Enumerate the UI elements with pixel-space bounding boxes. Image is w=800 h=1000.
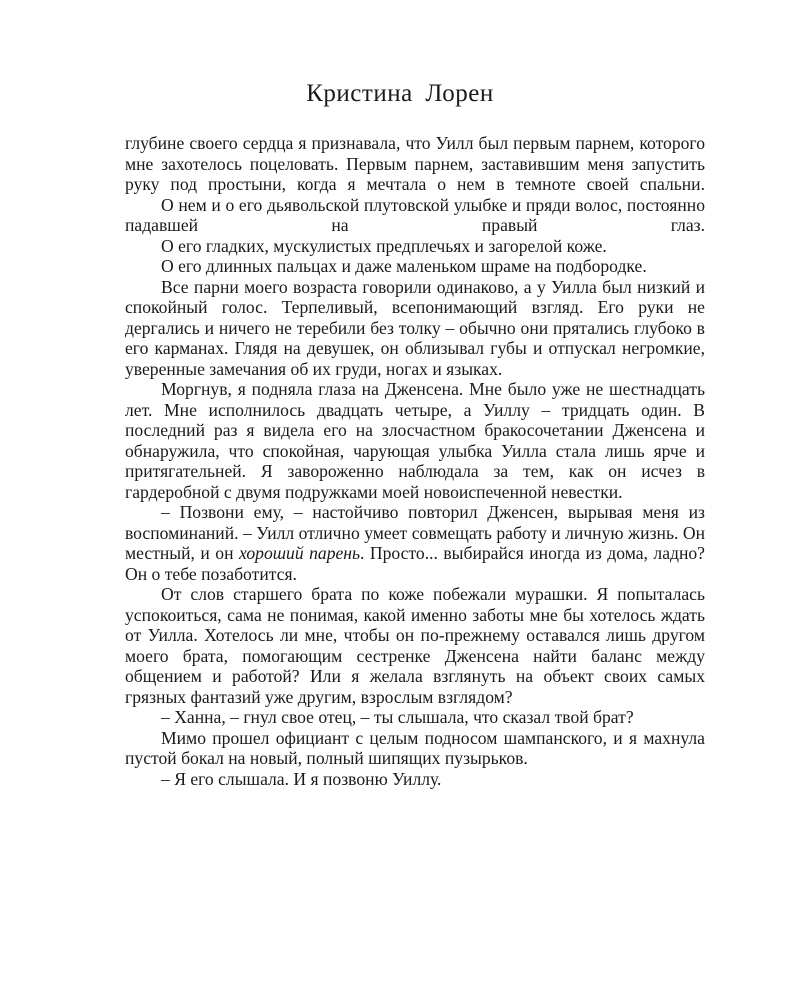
- paragraph: Все парни моего возраста говорили одинаково, а у Уилла был низкий и спокойный голос. Терпеливый, всепонимающий взгляд. Его руки не дергались и ничего не теребили без толку – обычно они прятались глубоко в его карманах. Глядя на девушек, он облизывал губы и отпускал негромкие, уверенные замечания об их груди, ногах и языках.: [125, 276, 705, 379]
- body-text: [125, 133, 705, 789]
- paragraph: – Я его слышала. И я позвоню Уиллу.: [161, 768, 442, 789]
- paragraph: О его длинных пальцах и даже маленьком шраме на подбородке.: [161, 256, 647, 276]
- paragraph: глубине своего сердца я признавала, что Уилл был первым парнем, которого мне захотелось поцеловать. Первым парнем, заставившим меня запустить руку под простыни, когда я мечтала о нем в темноте своей спальни.: [125, 133, 705, 194]
- paragraph-text: – Позвони ему, – настойчиво повторил Дженсен, вырывая меня из воспоминаний. – Уилл отлично умеет совмещать работу и личную жизнь. Он местный, и он: [125, 502, 705, 563]
- paragraph-dialog: [125, 502, 705, 584]
- running-header: [0, 80, 800, 108]
- paragraph: – Ханна, – гнул свое отец, – ты слышала, что сказал твой брат?: [161, 707, 634, 727]
- paragraph-text: . Просто... выбирайся иногда из дома, ладно? Он о тебе позаботится.: [125, 543, 705, 584]
- paragraph: Мимо прошел официант с целым подносом шампанского, и я махнула пустой бокал на новый, полный шипящих пузырьков.: [125, 727, 705, 768]
- paragraph: От слов старшего брата по коже побежали мурашки. Я попыталась успокоиться, сама не понимая, какой именно заботы мне бы хотелось ждать от Уилла. Хотелось ли мне, чтобы он по-прежнему оставался лишь другом моего брата, помогающим сестренке Дженсена найти баланс между общением и работой? Или я желала взглянуть на объект своих самых грязных фантазий уже другим, взрослым взглядом?: [125, 584, 705, 707]
- paragraph: О нем и о его дьявольской плутовской улыбке и пряди волос, постоянно падавшей на правый глаз.: [125, 194, 705, 235]
- paragraph: О его гладких, мускулистых предплечьях и загорелой коже.: [161, 235, 607, 256]
- author-name: Кристина Лорен: [306, 80, 494, 107]
- italic-emphasis: хороший парень: [238, 543, 361, 563]
- paragraph: Моргнув, я подняла глаза на Дженсена. Мне было уже не шестнадцать лет. Мне исполнилось двадцать четыре, а Уиллу – тридцать один. В последний раз я видела его на злосчастном бракосочетании Дженсена и обнаружила, что спокойная, чарующая улыбка Уилла стала лишь ярче и притягательней. Я завороженно наблюдала за тем, как он исчез в гардеробной с двумя подружками моей новоиспеченной невестки.: [125, 379, 705, 502]
